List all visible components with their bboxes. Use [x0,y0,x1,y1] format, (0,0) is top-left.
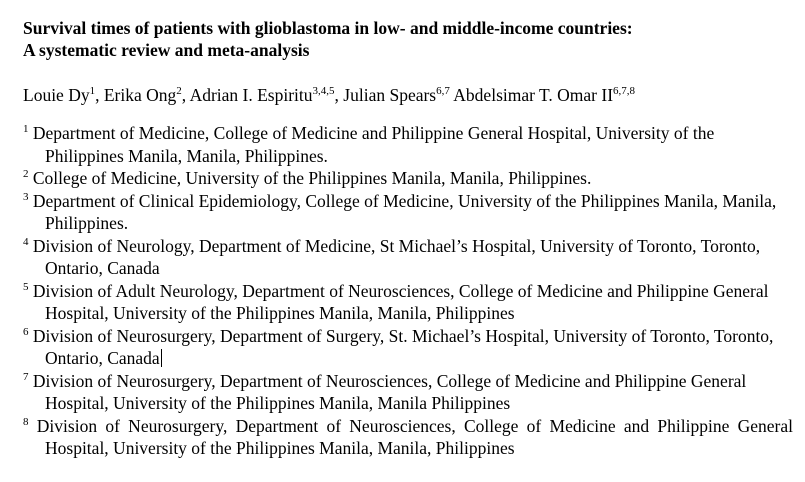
author-separator: , [181,85,190,105]
paper-title [23,17,793,61]
author-separator: , [95,85,104,105]
paper-title-line-2: A systematic review and meta-analysis [23,40,310,60]
affiliation-list [23,122,793,460]
document-page [23,17,793,460]
author [190,85,344,105]
affiliation-text: Division of Neurology, Department of Medicine, St Michael’s Hospital, University of Toronto, Toronto, Ontario, Canada [32,235,761,278]
affiliation-text: Division of Neurosurgery, Department of Surgery, St. Michael’s Hospital, University of Toronto, Toronto, Ontario, Canada [32,325,774,368]
author-affiliation-marks: 6,7 [436,85,450,97]
author [343,85,453,105]
author-separator: , [334,85,344,105]
affiliation-number: 3 [23,190,29,203]
author [23,85,104,105]
affiliation-text: Division of Neurosurgery, Department of Neurosciences, College of Medicine and Philippine General Hospital, University of the Philippines Manila, Manila, Philippines [36,415,793,458]
affiliation-item [23,415,793,460]
affiliation-item [23,280,793,325]
author-name: Louie Dy [23,85,90,105]
author-name: Abdelsimar T. Omar II [453,85,614,105]
text-cursor [161,349,162,367]
author-name: Adrian I. Espiritu [189,85,313,105]
affiliation-text: College of Medicine, University of the Philippines Manila, Manila, Philippines. [32,168,592,188]
author-affiliation-marks: 2 [176,85,182,97]
author-affiliation-marks: 6,7,8 [613,85,636,97]
affiliation-item [23,190,793,235]
affiliation-number: 4 [23,235,29,248]
author-name: Erika Ong [103,85,177,105]
affiliation-number: 1 [23,123,29,135]
affiliation-number: 8 [23,415,29,428]
affiliation-item [23,235,793,280]
affiliation-item [23,370,793,415]
affiliation-number: 7 [23,370,29,383]
affiliation-text: Division of Adult Neurology, Department of Neurosciences, College of Medicine and Philippine General Hospital, University of the Philippines Manila, Manila, Philippines [32,280,769,323]
paper-title-line-1: Survival times of patients with glioblastoma in low- and middle-income countries: [23,18,633,38]
affiliation-number: 6 [23,325,29,338]
affiliation-number: 5 [23,280,29,293]
affiliation-text: Department of Medicine, College of Medicine and Philippine General Hospital, University of the Philippines Manila, Manila, Philippines. [32,123,715,166]
affiliation-number: 2 [23,168,29,180]
affiliation-item [23,122,793,167]
author-name: Julian Spears [343,85,437,105]
affiliation-text: Department of Clinical Epidemiology, College of Medicine, University of the Philippines Manila, Manila, Philippines. [32,190,777,233]
author [453,85,635,105]
affiliation-item [23,167,793,190]
author [104,85,190,105]
author-affiliation-marks: 1 [89,85,96,97]
author-affiliation-marks: 3,4,5 [312,85,335,97]
affiliation-text: Division of Neurosurgery, Department of Neurosciences, College of Medicine and Philippine General Hospital, University of the Philippines Manila, Manila Philippines [32,370,747,413]
author-list [23,84,793,106]
affiliation-item [23,325,793,370]
